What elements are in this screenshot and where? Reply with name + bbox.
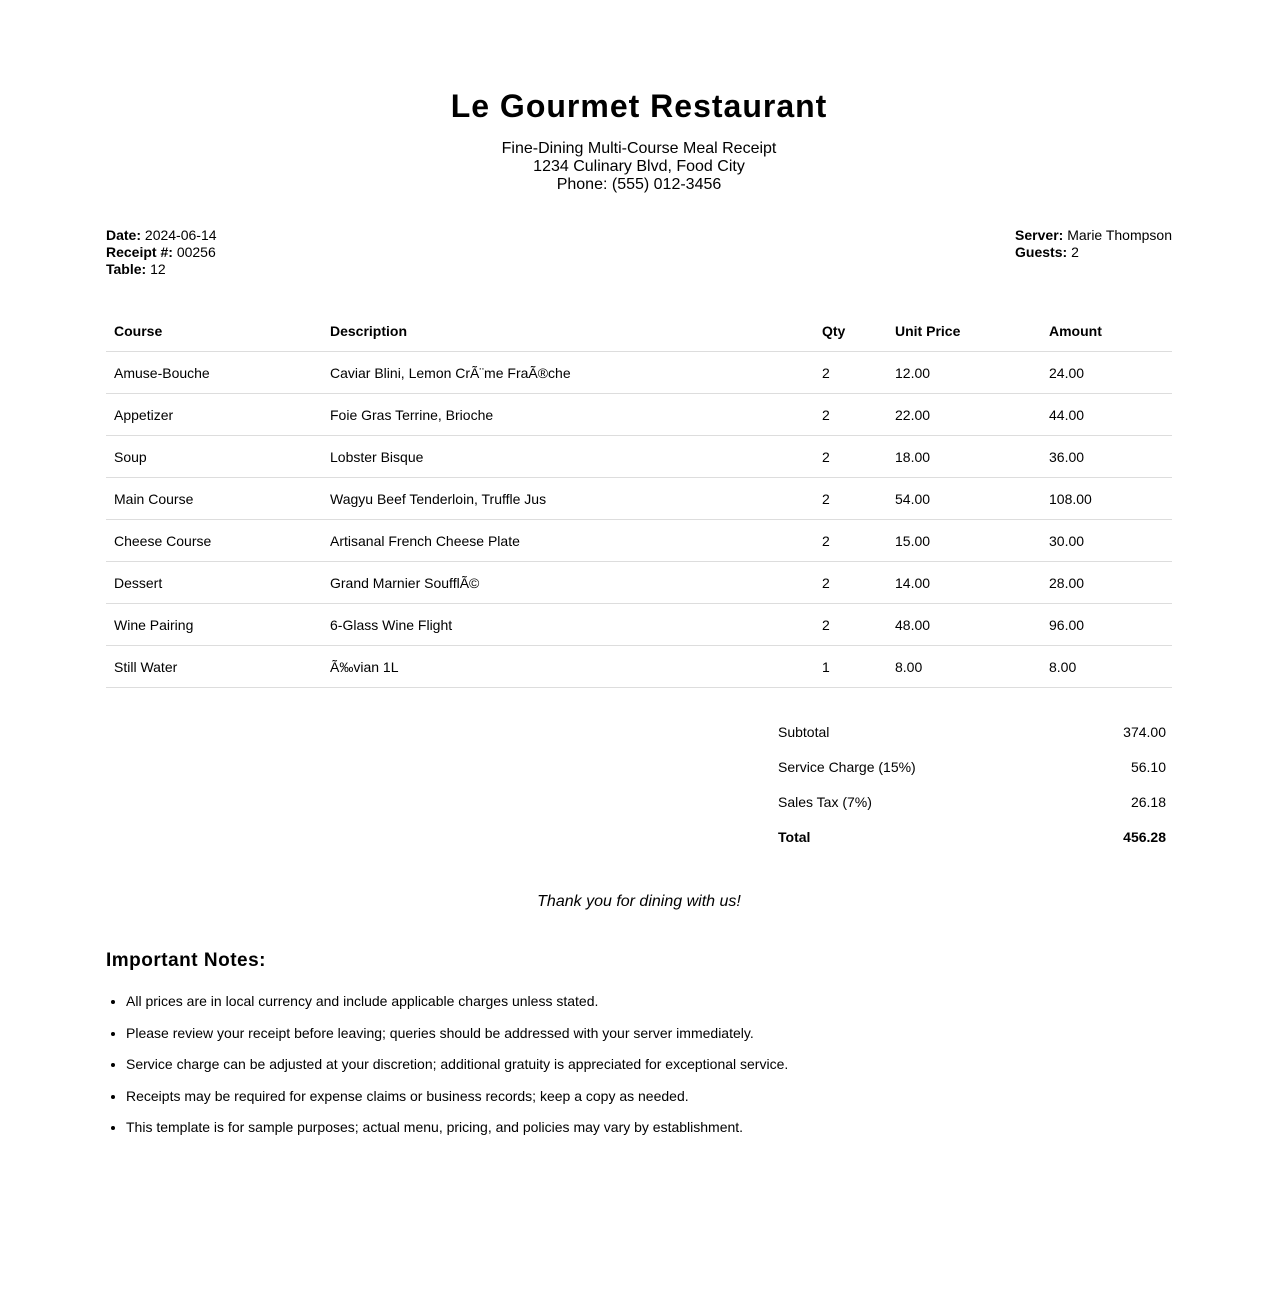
header-amount: Amount [1041, 310, 1172, 352]
header-course: Course [106, 310, 322, 352]
server-row [1015, 227, 1172, 244]
restaurant-name: Le Gourmet Restaurant [450, 88, 828, 124]
cell-qty: 2 [814, 436, 887, 478]
receipt-subtitle: Fine-Dining Multi-Course Meal Receipt [501, 140, 777, 157]
guests-value: 2 [1071, 244, 1079, 260]
sales-tax-row [772, 784, 1172, 819]
total-label: Total [778, 828, 811, 845]
cell-course: Cheese Course [106, 520, 322, 562]
cell-amount: 28.00 [1041, 562, 1172, 604]
server-label: Server: [1015, 227, 1064, 243]
cell-amount: 44.00 [1041, 394, 1172, 436]
sales-tax-label: Sales Tax (7%) [778, 793, 872, 810]
cell-qty: 2 [814, 352, 887, 394]
table-row [106, 352, 1172, 394]
table-number-value: 12 [150, 261, 166, 277]
cell-amount: 8.00 [1041, 646, 1172, 688]
notes-heading: Important Notes: [106, 950, 266, 971]
cell-amount: 36.00 [1041, 436, 1172, 478]
table-number-row [106, 261, 217, 278]
list-item: • This template is for sample purposes; actual menu, pricing, and policies may vary by establishment. [126, 1112, 788, 1144]
restaurant-info [106, 140, 1172, 194]
cell-description: Caviar Blini, Lemon CrÃ¨me FraÃ®che [322, 352, 814, 394]
table-header-row [106, 310, 1172, 352]
cell-amount: 24.00 [1041, 352, 1172, 394]
cell-qty: 2 [814, 478, 887, 520]
cell-unit-price: 12.00 [887, 352, 1041, 394]
cell-qty: 2 [814, 394, 887, 436]
header-qty: Qty [814, 310, 887, 352]
service-charge-label: Service Charge (15%) [778, 758, 916, 775]
table-row [106, 604, 1172, 646]
cell-unit-price: 54.00 [887, 478, 1041, 520]
server-value: Marie Thompson [1067, 227, 1172, 243]
subtotal-row [772, 714, 1172, 749]
subtotal-value: 374.00 [1123, 723, 1166, 740]
cell-amount: 96.00 [1041, 604, 1172, 646]
table-row [106, 562, 1172, 604]
cell-course: Main Course [106, 478, 322, 520]
cell-qty: 1 [814, 646, 887, 688]
date-row [106, 227, 217, 244]
guests-row [1015, 244, 1172, 261]
cell-course: Soup [106, 436, 322, 478]
restaurant-address: 1234 Culinary Blvd, Food City [533, 158, 745, 175]
cell-course: Appetizer [106, 394, 322, 436]
list-item: • Please review your receipt before leaving; queries should be addressed with your server immediately. [126, 1018, 788, 1050]
list-item: • Service charge can be adjusted at your discretion; additional gratuity is appreciated for exceptional service. [126, 1049, 788, 1081]
cell-qty: 2 [814, 520, 887, 562]
cell-course: Amuse-Bouche [106, 352, 322, 394]
receipt-number-value: 00256 [176, 244, 216, 260]
notes-list [106, 986, 788, 1144]
cell-course: Wine Pairing [106, 604, 322, 646]
cell-description: Lobster Bisque [322, 436, 814, 478]
cell-amount: 108.00 [1041, 478, 1172, 520]
receipt-number-row [106, 244, 217, 261]
subtotal-label: Subtotal [778, 723, 830, 740]
cell-unit-price: 15.00 [887, 520, 1041, 562]
total-value: 456.28 [1123, 828, 1166, 845]
table-row [106, 394, 1172, 436]
table-row [106, 646, 1172, 688]
sales-tax-value: 26.18 [1130, 793, 1166, 810]
service-charge-row [772, 749, 1172, 784]
table-number-label: Table: [106, 261, 147, 277]
cell-qty: 2 [814, 604, 887, 646]
cell-description: Wagyu Beef Tenderloin, Truffle Jus [322, 478, 814, 520]
guests-label: Guests: [1015, 244, 1068, 260]
table-row [106, 478, 1172, 520]
cell-course: Still Water [106, 646, 322, 688]
table-row [106, 436, 1172, 478]
receipt-number-label: Receipt #: [106, 244, 173, 260]
header-description: Description [322, 310, 814, 352]
cell-description: Grand Marnier SoufflÃ© [322, 562, 814, 604]
cell-unit-price: 22.00 [887, 394, 1041, 436]
cell-description: Ã‰vian 1L [322, 646, 814, 688]
cell-course: Dessert [106, 562, 322, 604]
cell-description: 6-Glass Wine Flight [322, 604, 814, 646]
cell-qty: 2 [814, 562, 887, 604]
list-item: • Receipts may be required for expense claims or business records; keep a copy as needed. [126, 1081, 788, 1113]
date-label: Date: [106, 227, 142, 243]
service-charge-value: 56.10 [1130, 758, 1166, 775]
cell-description: Artisanal French Cheese Plate [322, 520, 814, 562]
cell-unit-price: 48.00 [887, 604, 1041, 646]
items-table [106, 310, 1172, 688]
cell-amount: 30.00 [1041, 520, 1172, 562]
table-row [106, 520, 1172, 562]
totals-table [772, 714, 1172, 854]
receipt-meta-right [1015, 227, 1172, 261]
cell-unit-price: 18.00 [887, 436, 1041, 478]
receipt-meta-left [106, 227, 217, 278]
list-item: • All prices are in local currency and include applicable charges unless stated. [126, 986, 788, 1018]
date-value: 2024-06-14 [144, 227, 217, 243]
header-unit-price: Unit Price [887, 310, 1041, 352]
cell-description: Foie Gras Terrine, Brioche [322, 394, 814, 436]
thank-you-message: Thank you for dining with us! [537, 893, 741, 910]
cell-unit-price: 8.00 [887, 646, 1041, 688]
cell-unit-price: 14.00 [887, 562, 1041, 604]
total-row [772, 819, 1172, 854]
restaurant-phone: Phone: (555) 012-3456 [556, 176, 722, 193]
